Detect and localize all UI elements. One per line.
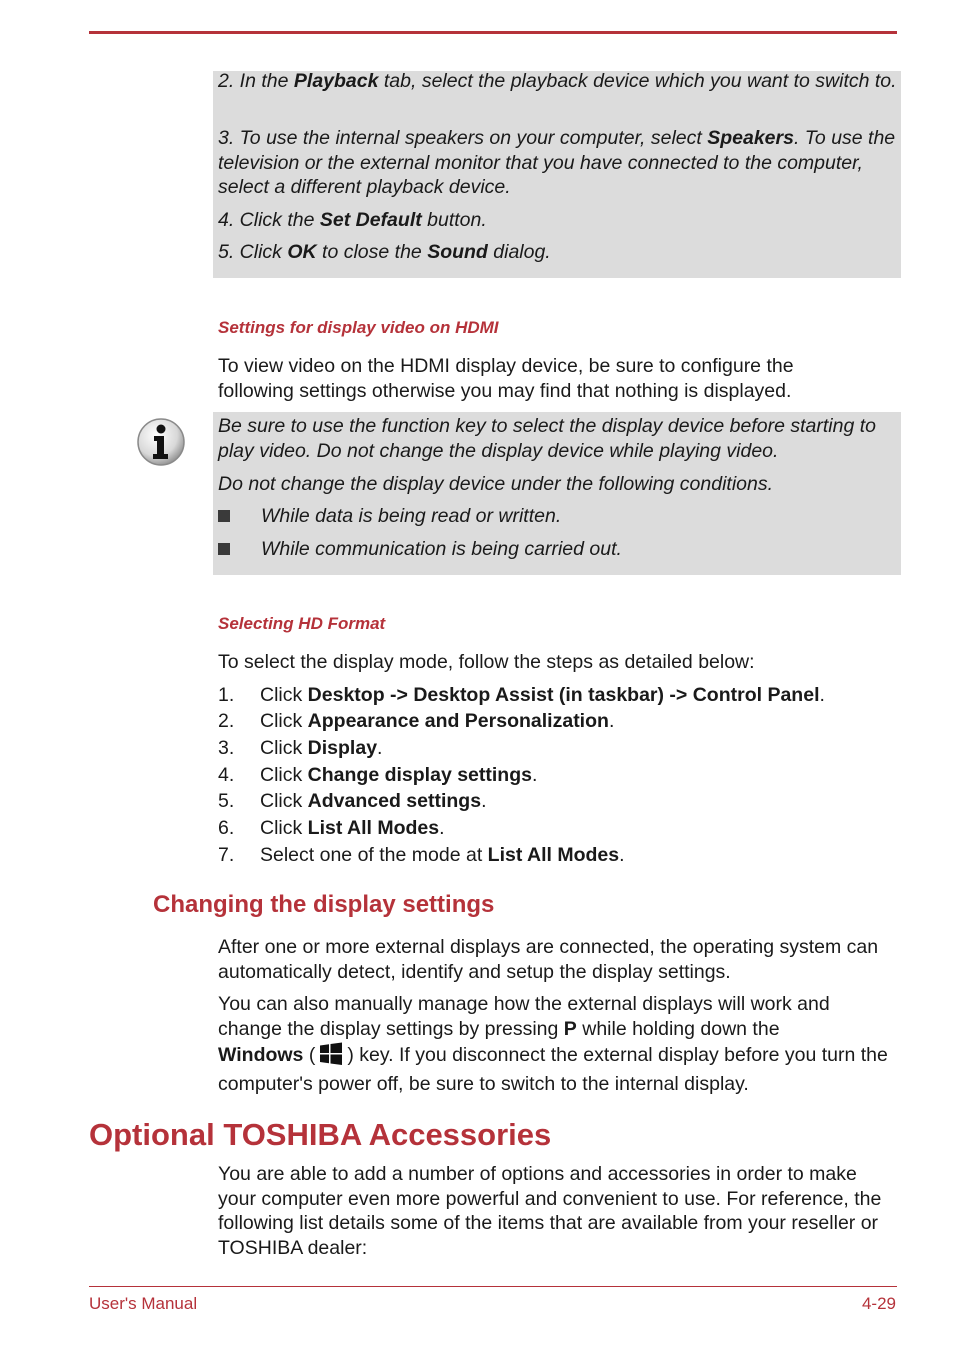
windows-logo-icon	[319, 1042, 343, 1066]
footer-page-number: 4-29	[861, 1294, 896, 1313]
display-settings-heading: Changing the display settings	[153, 891, 495, 918]
accessories-heading: Optional TOSHIBA Accessories	[89, 1117, 552, 1152]
info-line-2: Do not change the display device under the following conditions.	[218, 473, 774, 495]
display-settings-p2: You can also manually manage how the external displays will work and change the display settings by pressing P while holding down the Windows ( ) key. If you disconnect the external display before you turn the computer's power off, be sure to switch to the internal display.	[218, 993, 888, 1095]
bullet-square-icon	[218, 510, 230, 522]
hdmi-heading: Settings for display video on HDMI	[218, 318, 499, 337]
display-settings-p1: After one or more external displays are connected, the operating system can automatically detect, identify and setup the display settings.	[218, 936, 879, 983]
note-step-2: 2. In the Playback tab, select the playback device which you want to switch to.	[218, 70, 897, 92]
note-step-3: 3. To use the internal speakers on your computer, select Speakers. To use the television or the external monitor that you have connected to the computer, select a different playback device.	[218, 127, 896, 198]
hd-format-heading: Selecting HD Format	[218, 614, 386, 633]
header-rule	[89, 31, 897, 34]
hd-format-intro: To select the display mode, follow the steps as detailed below:	[218, 651, 755, 673]
note-step-5: 5. Click OK to close the Sound dialog.	[218, 241, 551, 263]
hdmi-intro: To view video on the HDMI display device, be sure to configure the following settings otherwise you may find that nothing is displayed.	[218, 355, 794, 402]
footer-title: User's Manual	[89, 1294, 198, 1313]
bullet-square-icon	[218, 543, 230, 555]
footer-rule	[89, 1286, 897, 1287]
info-icon	[135, 416, 187, 468]
accessories-p1: You are able to add a number of options and accessories in order to make your computer even more powerful and convenient to use. For reference, the following list details some of the items that are available from your reseller or TOSHIBA dealer:	[218, 1163, 882, 1259]
note-step-4: 4. Click the Set Default button.	[218, 209, 487, 231]
info-line-1: Be sure to use the function key to select the display device before starting to play video. Do not change the display device while playing video.	[218, 415, 876, 462]
